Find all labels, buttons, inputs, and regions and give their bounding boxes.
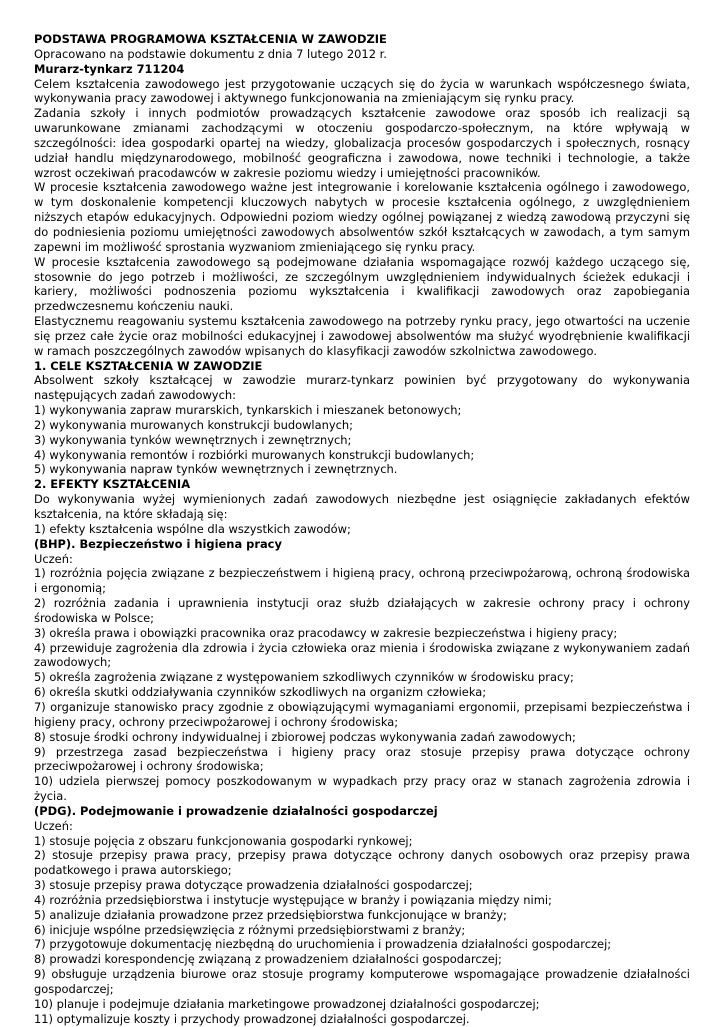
list-item: 9) przestrzega zasad bezpieczeństwa i higieny pracy oraz stosuje przepisy prawa dotyczące ochrony przeciwpożarowej i ochrony środowiska; [34, 744, 690, 774]
student-label: Uczeń: [34, 551, 73, 566]
subsection-heading-bhp: (BHP). Bezpieczeństwo i higiena pracy [34, 536, 282, 551]
list-item: 1) efekty kształcenia wspólne dla wszystkich zawodów; [34, 521, 351, 536]
document-subtitle: Opracowano na podstawie dokumentu z dnia 7 lutego 2012 r. [34, 46, 387, 61]
document-page [34, 32, 690, 1027]
profession-heading: Murarz-tynkarz 711204 [34, 61, 185, 76]
list-item: 4) wykonywania remontów i rozbiórki murowanych konstrukcji budowlanych; [34, 447, 475, 462]
student-label: Uczeń: [34, 818, 73, 833]
section-lead: Do wykonywania wyżej wymienionych zadań zawodowych niezbędne jest osiągnięcie zakładanych efektów kształcenia, na które składają się: [34, 492, 690, 521]
list-item: 5) analizuje działania prowadzone przez przedsiębiorstwa funkcjonujące w branży; [34, 907, 507, 922]
list-item: 7) przygotowuje dokumentację niezbędną do uruchomienia i prowadzenia działalności gospodarczej; [34, 937, 612, 952]
list-item: 6) określa skutki oddziaływania czynników szkodliwych na organizm człowieka; [34, 685, 487, 700]
intro-paragraph: Zadania szkoły i innych podmiotów prowadzących kształcenie zawodowe oraz sposób ich realizacji są uwarunkowane zmianami zachodzącymi w otoczeniu gospodarczo-społecznym, na które wpływają w szczególności: idea gospodarki opartej na wiedzy, globalizacja procesów gospodarczych i społecznych, rosnący udział handlu międzynarodowego, mobilność geograficzna i zawodowa, nowe techniki i technologie, a także wzrost oczekiwań pracodawców w zakresie poziomu wiedzy i umiejętności pracowników. [34, 106, 690, 180]
section-heading-goals: 1. CELE KSZTAŁCENIA W ZAWODZIE [34, 358, 263, 373]
list-item: 9) obsługuje urządzenia biurowe oraz stosuje programy komputerowe wspomagające prowadzenie działalności gospodarczej; [34, 967, 690, 996]
list-item: 2) rozróżnia zadania i uprawnienia instytucji oraz służb działających w zakresie ochrony pracy i ochrony środowiska w Polsce; [34, 596, 690, 625]
list-item: 4) rozróżnia przedsiębiorstwa i instytucje występujące w branży i powiązania między nimi; [34, 892, 552, 907]
intro-paragraph: W procesie kształcenia zawodowego ważne jest integrowanie i korelowanie kształcenia ogólnego i zawodowego, w tym doskonalenie kompetencji kluczowych nabytych w procesie kształcenia ogólnego, z uwzględnieniem niższych etapów edukacyjnych. Odpowiedni poziom wiedzy ogólnej powiązanej z wiedzą zawodową przyczyni się do podniesienia poziomu umiejętności zawodowych absolwentów szkół kształcących w zawodach, a tym samym zapewni im możliwość sprostania wyzwaniom zmieniającego się rynku pracy. [34, 180, 690, 254]
list-item: 7) organizuje stanowisko pracy zgodnie z obowiązującymi wymaganiami ergonomii, przepisami bezpieczeństwa i higieny pracy, ochrony przeciwpożarowej i ochrony środowiska; [34, 699, 690, 729]
intro-paragraph: Celem kształcenia zawodowego jest przygotowanie uczących się do życia w warunkach współczesnego świata, wykonywania pracy zawodowej i aktywnego funkcjonowania na zmieniającym się rynku pracy. [34, 76, 690, 106]
list-item: 3) wykonywania tynków wewnętrznych i zewnętrznych; [34, 432, 352, 447]
list-item: 1) rozróżnia pojęcia związane z bezpieczeństwem i higieną pracy, ochroną przeciwpożarową, ochroną środowiska i ergonomią; [34, 566, 690, 596]
list-item: 5) wykonywania napraw tynków wewnętrznych i zewnętrznych. [34, 462, 398, 477]
list-item: 11) optymalizuje koszty i przychody prowadzonej działalności gospodarczej. [34, 1011, 470, 1026]
section-lead: Absolwent szkoły kształcącej w zawodzie murarz-tynkarz powinien być przygotowany do wykonywania następujących zadań zawodowych: [34, 373, 690, 403]
list-item: 2) stosuje przepisy prawa pracy, przepisy prawa dotyczące ochrony danych osobowych oraz przepisy prawa podatkowego i prawa autorskiego; [34, 848, 690, 878]
list-item: 10) udziela pierwszej pomocy poszkodowanym w wypadkach przy pracy oraz w stanach zagrożenia zdrowia i życia. [34, 774, 690, 804]
list-item: 4) przewiduje zagrożenia dla zdrowia i życia człowieka oraz mienia i środowiska związane z wykonywaniem zadań zawodowych; [34, 640, 690, 670]
list-item: 6) inicjuje wspólne przedsięwzięcia z różnymi przedsiębiorstwami z branży; [34, 922, 466, 937]
list-item: 1) wykonywania zapraw murarskich, tynkarskich i mieszanek betonowych; [34, 403, 462, 418]
list-item: 8) stosuje środki ochrony indywidualnej i zbiorowej podczas wykonywania zadań zawodowych; [34, 729, 576, 744]
intro-paragraph: W procesie kształcenia zawodowego są podejmowane działania wspomagające rozwój każdego uczącego się, stosownie do jego potrzeb i możliwości, ze szczególnym uwzględnieniem indywidualnych ścieżek edukacji i kariery, możliwości podnoszenia poziomu wykształcenia i kwalifikacji zawodowych oraz zapobiegania przedwczesnemu kończeniu nauki. [34, 254, 690, 314]
subsection-heading-pdg: (PDG). Podejmowanie i prowadzenie działalności gospodarczej [34, 803, 438, 818]
intro-paragraph: Elastycznemu reagowaniu systemu kształcenia zawodowego na potrzeby rynku pracy, jego otwartości na uczenie się przez całe życie oraz mobilności edukacyjnej i zawodowej absolwentów ma służyć wyodrębnienie kwalifikacji w ramach poszczególnych zawodów wpisanych do klasyfikacji zawodów szkolnictwa zawodowego. [34, 314, 690, 358]
list-item: 2) wykonywania murowanych konstrukcji budowlanych; [34, 417, 354, 432]
document-title: PODSTAWA PROGRAMOWA KSZTAŁCENIA W ZAWODZIE [34, 32, 387, 46]
list-item: 10) planuje i podejmuje działania marketingowe prowadzonej działalności gospodarczej; [34, 996, 540, 1011]
section-heading-outcomes: 2. EFEKTY KSZTAŁCENIA [34, 477, 191, 492]
list-item: 1) stosuje pojęcia z obszaru funkcjonowania gospodarki rynkowej; [34, 833, 413, 848]
list-item: 3) określa prawa i obowiązki pracownika oraz pracodawcy w zakresie bezpieczeństwa i higieny pracy; [34, 625, 618, 640]
list-item: 8) prowadzi korespondencję związaną z prowadzeniem działalności gospodarczej; [34, 952, 502, 967]
list-item: 5) określa zagrożenia związane z występowaniem szkodliwych czynników w środowisku pracy; [34, 670, 574, 685]
list-item: 3) stosuje przepisy prawa dotyczące prowadzenia działalności gospodarczej; [34, 878, 473, 893]
